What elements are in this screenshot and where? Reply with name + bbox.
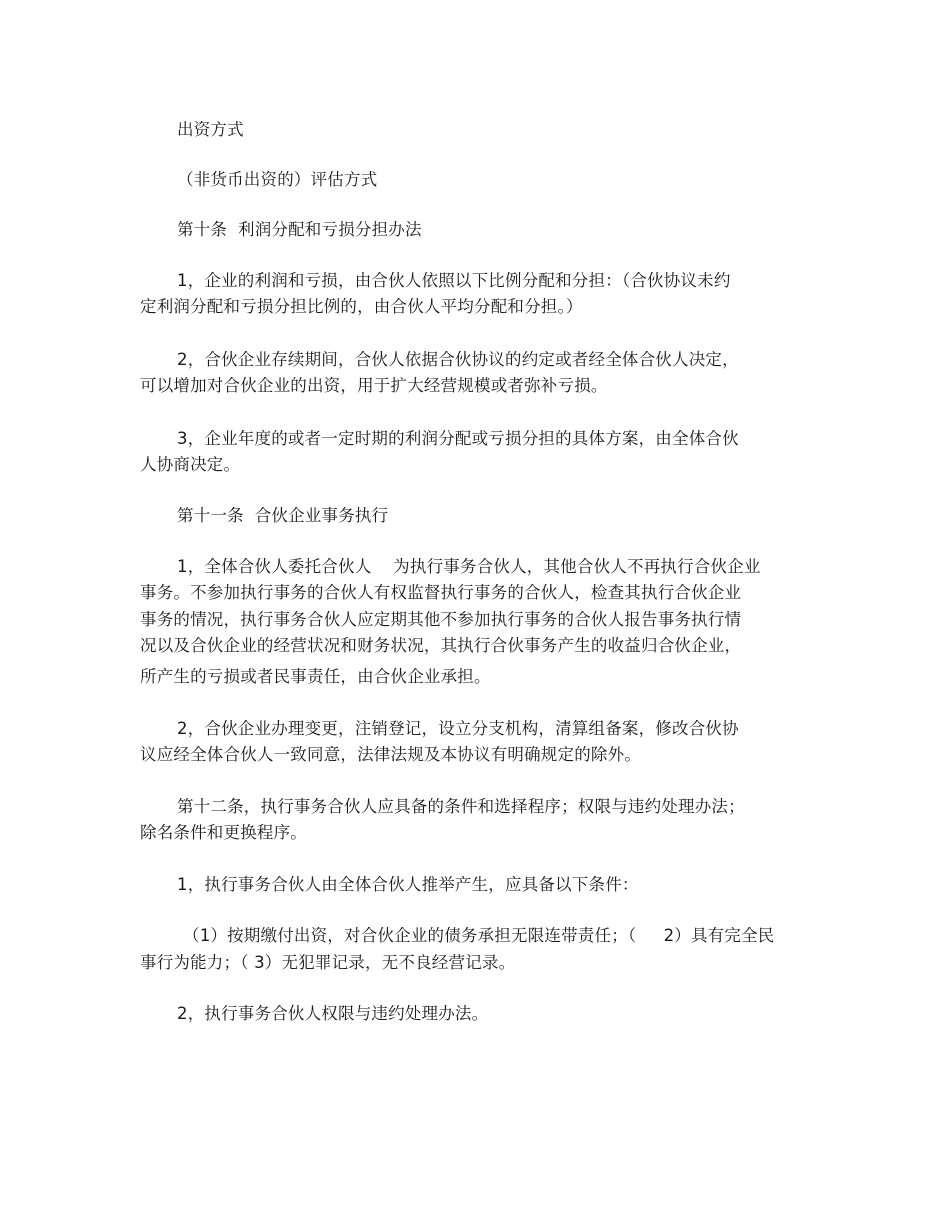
- article-12-heading-line-1: 第十二条，执行事务合伙人应具备的条件和选择程序；权限与违约处理办法；: [177, 797, 745, 816]
- article-10-clause-3-line-1: 3，企业年度的或者一定时期的利润分配或亏损分担的具体方案，由全体合伙: [177, 429, 739, 448]
- section-label-contribution-method: 出资方式: [177, 120, 244, 139]
- article-11-clause-1-line-3: 事务的情况，执行事务合伙人应定期其他不参加执行事务的合伙人报告事务执行情: [140, 610, 742, 629]
- article-12-conditions-line-1: （1）按期缴付出资，对合伙企业的债务承担无限连带责任；（ 2）具有完全民: [183, 926, 775, 945]
- article-10-clause-3-line-2: 人协商决定。: [140, 455, 241, 474]
- article-10-clause-1-line-1: 1，企业的利润和亏损，由合伙人依照以下比例分配和分担：（合伙协议未约: [177, 271, 731, 290]
- article-12-heading-line-2: 除名条件和更换程序。: [140, 823, 307, 842]
- article-11-clause-2-line-1: 2，合伙企业办理变更，注销登记，设立分支机构，清算组备案，修改合伙协: [177, 719, 739, 738]
- article-11-clause-1-line-2: 事务。不参加执行事务的合伙人有权监督执行事务的合伙人，检查其执行合伙企业: [140, 583, 742, 602]
- article-11-heading: 第十一条 合伙企业事务执行: [177, 506, 389, 525]
- article-10-heading: 第十条 利润分配和亏损分担办法: [177, 220, 422, 239]
- section-label-valuation-method: （非货币出资的）评估方式: [177, 170, 378, 189]
- article-11-clause-1-line-4: 况以及合伙企业的经营状况和财务状况，其执行合伙事务产生的收益归合伙企业，: [140, 636, 742, 655]
- article-12-clause-1: 1，执行事务合伙人由全体合伙人推举产生，应具备以下条件：: [177, 875, 639, 894]
- article-11-clause-1-line-5: 所产生的亏损或者民事责任，由合伙企业承担。: [140, 667, 491, 686]
- article-10-clause-2-line-1: 2，合伙企业存续期间，合伙人依据合伙协议的约定或者经全体合伙人决定，: [177, 350, 739, 369]
- article-12-clause-2: 2，执行事务合伙人权限与违约处理办法。: [177, 1004, 489, 1023]
- article-10-clause-2-line-2: 可以增加对合伙企业的出资，用于扩大经营规模或者弥补亏损。: [140, 376, 608, 395]
- article-12-conditions-line-2: 事行为能力；（ 3）无犯罪记录，无不良经营记录。: [140, 953, 516, 972]
- article-11-clause-2-line-2: 议应经全体合伙人一致同意，法律法规及本协议有明确规定的除外。: [140, 745, 641, 764]
- article-11-clause-1-line-1: 1，全体合伙人委托合伙人 为执行事务合伙人，其他合伙人不再执行合伙企业: [177, 557, 761, 576]
- article-10-clause-1-line-2: 定利润分配和亏损分担比例的，由合伙人平均分配和分担。）: [140, 297, 583, 316]
